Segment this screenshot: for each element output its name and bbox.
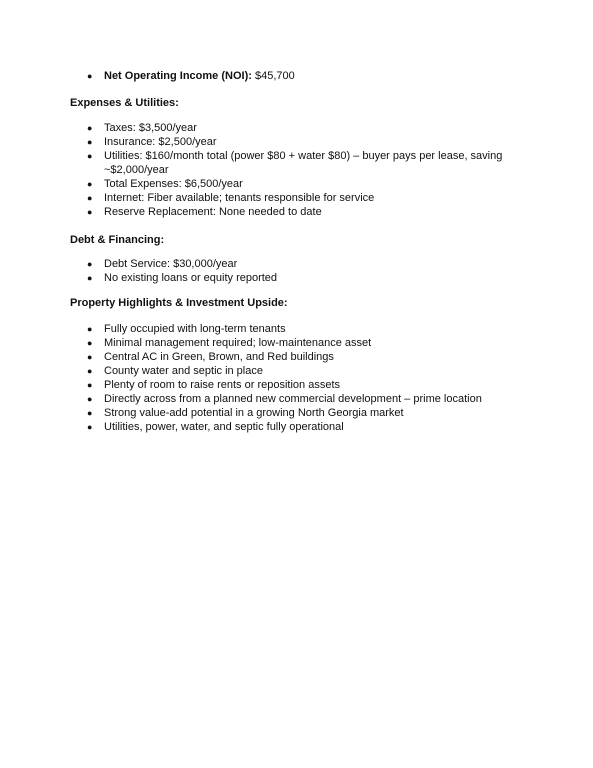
- list-item-text: Insurance: $2,500/year: [104, 136, 217, 148]
- list-item: [0, 420, 504, 434]
- list-item: [0, 364, 504, 378]
- list-item-text: Internet: Fiber available; tenants responsible for service: [104, 192, 375, 204]
- list-item: [0, 135, 504, 149]
- noi-list: [0, 69, 504, 83]
- list-item: [0, 121, 504, 135]
- list-item-text: Utilities: $160/month total (power $80 + water $80) – buyer pays per lease, saving ~$2,000/year: [104, 150, 503, 176]
- noi-value: $45,700: [251, 70, 295, 82]
- expenses-list: [0, 121, 504, 219]
- bullet-icon: ●: [87, 151, 93, 161]
- list-item: [0, 350, 504, 364]
- bullet-icon: ●: [87, 123, 93, 133]
- list-item-text: Minimal management required; low-maintenance asset: [104, 337, 372, 349]
- bullet-icon: ●: [87, 259, 93, 269]
- list-item-text: Strong value-add potential in a growing North Georgia market: [104, 407, 404, 419]
- list-item-text: No existing loans or equity reported: [104, 272, 278, 284]
- list-item: [0, 205, 504, 219]
- list-item-text: County water and septic in place: [104, 365, 263, 377]
- bullet-icon: ●: [87, 422, 93, 432]
- highlights-heading: Property Highlights & Investment Upside:: [70, 297, 288, 309]
- list-item: [0, 392, 504, 406]
- bullet-icon: ●: [87, 273, 93, 283]
- list-item: [0, 406, 504, 420]
- bullet-icon: ●: [87, 137, 93, 147]
- list-item: [0, 271, 504, 285]
- list-item: [0, 191, 504, 205]
- list-item-text: Fully occupied with long-term tenants: [104, 323, 286, 335]
- bullet-icon: ●: [87, 380, 93, 390]
- list-item-text: Reserve Replacement: None needed to date: [104, 206, 322, 218]
- list-item: [0, 149, 504, 177]
- expenses-heading: Expenses & Utilities:: [70, 97, 179, 109]
- list-item: [0, 177, 504, 191]
- list-item-text: Debt Service: $30,000/year: [104, 258, 238, 270]
- bullet-icon: ●: [87, 207, 93, 217]
- list-item: [0, 378, 504, 392]
- bullet-icon: ●: [87, 408, 93, 418]
- list-item-text: Total Expenses: $6,500/year: [104, 178, 243, 190]
- bullet-icon: ●: [87, 324, 93, 334]
- list-item-text: Taxes: $3,500/year: [104, 122, 197, 134]
- bullet-icon: ●: [87, 179, 93, 189]
- highlights-list: [0, 322, 504, 434]
- debt-heading: Debt & Financing:: [70, 234, 165, 246]
- debt-list: [0, 257, 504, 285]
- list-item-text: Utilities, power, water, and septic fully operational: [104, 421, 344, 433]
- bullet-icon: ●: [87, 352, 93, 362]
- list-item: [0, 336, 504, 350]
- list-item-text: Central AC in Green, Brown, and Red buildings: [104, 351, 334, 363]
- list-item: [0, 257, 504, 271]
- bullet-icon: ●: [87, 338, 93, 348]
- list-item-text: Directly across from a planned new commercial development – prime location: [104, 393, 482, 405]
- bullet-icon: ●: [87, 193, 93, 203]
- bullet-icon: ●: [87, 366, 93, 376]
- list-item: [0, 322, 504, 336]
- bullet-icon: ●: [87, 71, 93, 81]
- list-item-noi: [0, 69, 504, 83]
- bullet-icon: ●: [87, 394, 93, 404]
- list-item-text: Plenty of room to raise rents or reposition assets: [104, 379, 340, 391]
- noi-label: Net Operating Income (NOI):: [104, 70, 252, 82]
